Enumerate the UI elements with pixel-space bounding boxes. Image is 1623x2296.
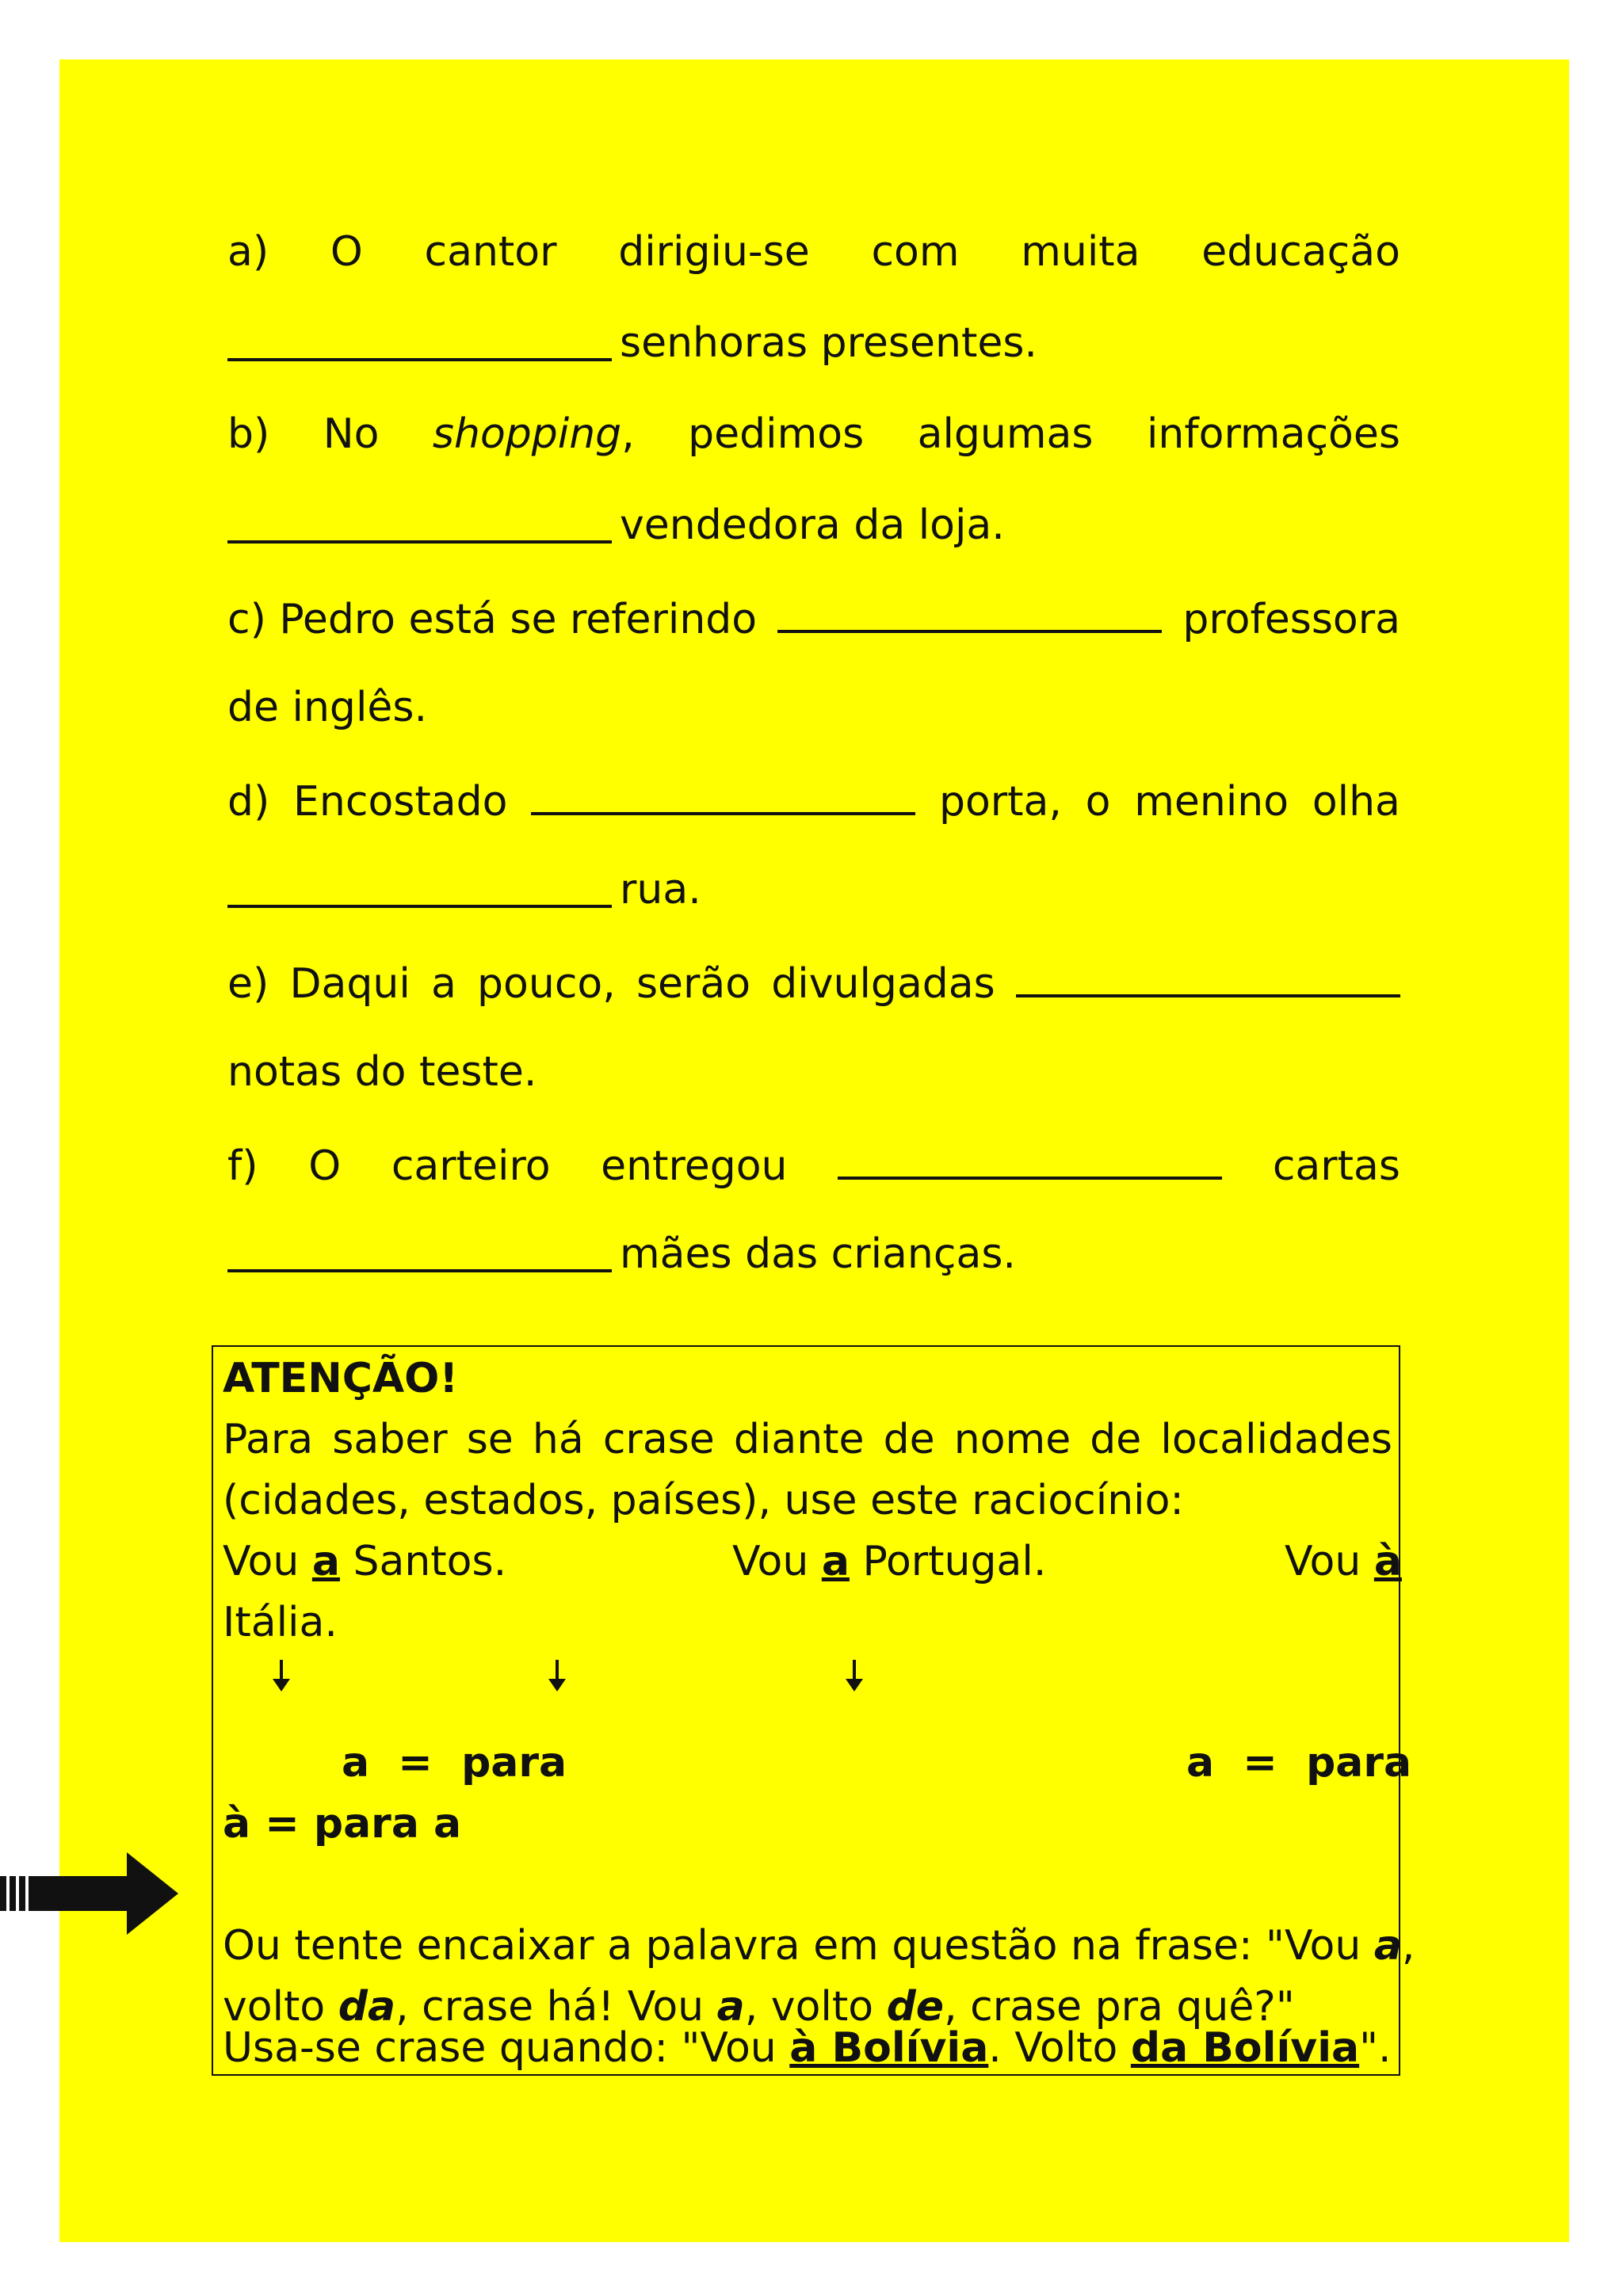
word: crase — [602, 1416, 715, 1463]
word: localidades — [1160, 1416, 1392, 1463]
example-text: Portugal. — [849, 1538, 1047, 1585]
word: b) — [227, 410, 270, 458]
equation-italia: à = para a — [223, 1800, 462, 1848]
rule-emphasis: de — [886, 1983, 945, 2031]
word: o — [1085, 778, 1111, 826]
word: O — [330, 228, 363, 276]
equation-santos: a = para — [342, 1739, 567, 1787]
rule-line3 — [223, 2020, 1392, 2076]
rule-text: , — [1401, 1922, 1415, 1970]
rule-line1 — [223, 1916, 1415, 1977]
italic-word: shopping — [432, 410, 622, 458]
word: menino — [1134, 778, 1289, 826]
rule-text: volto — [223, 1983, 338, 2031]
exercise-e-line1 — [227, 953, 1400, 1009]
example-text: Vou — [1285, 1538, 1374, 1585]
comma: , — [621, 410, 635, 458]
word: e) — [227, 960, 269, 1008]
attention-box — [212, 1345, 1415, 2076]
word: serão — [636, 960, 751, 1008]
exercise-d-line2 — [227, 862, 1400, 917]
attention-title: ATENÇÃO! — [223, 1355, 459, 1402]
down-arrow-icon — [280, 1660, 283, 1684]
word: dirigiu-se — [618, 228, 810, 276]
example-italia — [1285, 1531, 1402, 1592]
exercise-text: notas do teste. — [227, 1048, 537, 1096]
answer-blank-c1[interactable] — [777, 589, 1162, 633]
word: algumas — [917, 410, 1094, 458]
exercise-text: mães das crianças. — [620, 1230, 1016, 1278]
word: a) — [227, 228, 269, 276]
answer-blank-d2[interactable] — [227, 864, 612, 908]
word: a — [430, 960, 456, 1008]
word: muita — [1021, 228, 1140, 276]
exercise-d-line1 — [227, 771, 1400, 826]
rule-example-bolivia: da Bolívia — [1130, 2024, 1360, 2072]
rule-text: , volto — [744, 1983, 887, 2031]
worksheet-page — [59, 59, 1569, 2242]
word: porta, — [938, 778, 1062, 826]
word: olha — [1312, 778, 1400, 826]
word: diante — [733, 1416, 865, 1463]
attention-intro-line2: (cidades, estados, países), use este raciocínio: — [223, 1477, 1184, 1524]
answer-blank-f2[interactable] — [227, 1228, 612, 1272]
rule-text: ". — [1359, 2024, 1392, 2072]
answer-blank-a1[interactable] — [227, 317, 612, 361]
word: educação — [1201, 228, 1400, 276]
exercise-text: c) Pedro está se referindo — [227, 596, 758, 643]
word: Daqui — [289, 960, 411, 1008]
down-arrow-icon — [556, 1660, 559, 1684]
example-text: Santos. — [339, 1538, 507, 1585]
exercise-text: senhoras presentes. — [620, 319, 1037, 367]
word: d) — [227, 778, 270, 826]
answer-blank-e1[interactable] — [1016, 953, 1400, 997]
word: de — [1090, 1416, 1142, 1463]
answer-blank-f1[interactable] — [838, 1135, 1222, 1180]
example-article: à — [1373, 1538, 1402, 1585]
exercise-b-line1 — [227, 406, 1400, 462]
word: Encostado — [293, 778, 508, 826]
example-text: Vou — [732, 1538, 822, 1585]
word: entregou — [601, 1142, 788, 1190]
equation-portugal: a = para — [1186, 1739, 1412, 1787]
exercise-b-line2 — [227, 498, 1400, 553]
exercise-c-line1 — [227, 589, 1400, 644]
attention-intro-line1 — [223, 1409, 1392, 1470]
word: pedimos — [688, 410, 865, 458]
word: No — [323, 410, 380, 458]
right-arrow-icon — [0, 1850, 182, 1937]
word: Para — [223, 1416, 314, 1463]
rule-text: , crase pra quê?" — [944, 1983, 1295, 2031]
word: f) — [227, 1142, 258, 1190]
exercise-f-line2 — [227, 1226, 1400, 1282]
answer-blank-b1[interactable] — [227, 499, 612, 543]
example-article: a — [311, 1538, 340, 1585]
word: informações — [1146, 410, 1400, 458]
rule-emphasis: a — [1373, 1922, 1402, 1970]
exercise-text: de inglês. — [227, 684, 428, 731]
example-portugal — [732, 1531, 1046, 1592]
exercise-text: professora — [1182, 596, 1400, 643]
word: carteiro — [391, 1142, 551, 1190]
word: de — [883, 1416, 935, 1463]
word: cartas — [1272, 1142, 1400, 1190]
exercise-e-line2 — [227, 1044, 1400, 1100]
answer-blank-d1[interactable] — [531, 771, 915, 815]
word: O — [308, 1142, 342, 1190]
rule-emphasis: a — [716, 1983, 745, 2031]
word: saber — [332, 1416, 448, 1463]
word: pouco, — [477, 960, 616, 1008]
down-arrow-icon — [853, 1660, 856, 1684]
exercise-a-line1 — [227, 224, 1400, 280]
exercise-text: vendedora da loja. — [620, 502, 1005, 549]
word: se — [466, 1416, 514, 1463]
example-text: Vou — [223, 1538, 312, 1585]
rule-emphasis: da — [338, 1983, 396, 2031]
word: cantor — [424, 228, 557, 276]
word: nome — [953, 1416, 1071, 1463]
rule-text: Ou tente encaixar a palavra em questão na frase: "Vou — [223, 1922, 1374, 1970]
example-italia-cont: Itália. — [223, 1599, 338, 1646]
rule-text: Usa-se crase quando: "Vou — [223, 2024, 790, 2072]
example-article: a — [821, 1538, 850, 1585]
exercise-text: rua. — [620, 866, 701, 913]
word: divulgadas — [771, 960, 995, 1008]
word: há — [532, 1416, 584, 1463]
rule-text: . Volto — [988, 2024, 1131, 2072]
example-santos — [223, 1531, 506, 1592]
word: com — [871, 228, 960, 276]
rule-example-bolivia: à Bolívia — [789, 2024, 989, 2072]
rule-text: , crase há! Vou — [395, 1983, 717, 2031]
word-shopping — [433, 406, 635, 462]
exercise-c-line2 — [227, 680, 1400, 735]
exercise-a-line2 — [227, 315, 1400, 371]
exercise-f-line1 — [227, 1135, 1400, 1191]
